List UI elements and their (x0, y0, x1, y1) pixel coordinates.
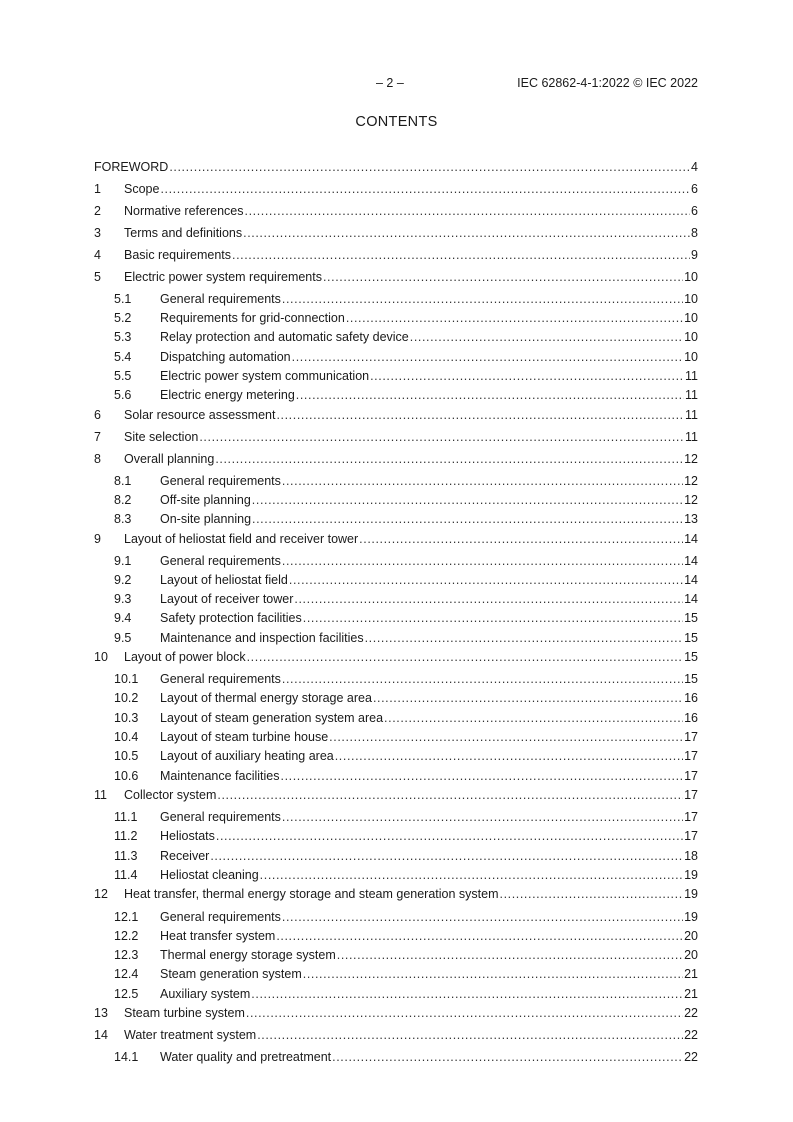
toc-leader-dots (243, 226, 690, 241)
toc-leader-dots (294, 592, 683, 607)
toc-entry-page: 9 (691, 248, 698, 262)
toc-entry-number: 14 (94, 1028, 108, 1042)
toc-entry-page: 10 (684, 330, 698, 344)
toc-leader-dots (282, 672, 683, 687)
toc-entry-label: General requirements (160, 910, 281, 924)
toc-leader-dots (216, 829, 683, 844)
toc-leader-dots (160, 182, 690, 197)
toc-entry-page: 15 (684, 650, 698, 664)
toc-entry-page: 17 (684, 788, 698, 802)
toc-entry-label: Layout of heliostat field (160, 573, 288, 587)
toc-entry[interactable] (114, 553, 698, 569)
toc-entry[interactable] (114, 572, 698, 588)
toc-entry-number: 12 (94, 887, 108, 901)
toc-leader-dots (282, 474, 683, 489)
toc-leader-dots (247, 650, 683, 665)
toc-entry[interactable] (94, 649, 698, 665)
toc-entry-number: 11.2 (114, 829, 138, 843)
toc-entry[interactable] (114, 492, 698, 508)
toc-leader-dots (332, 1050, 683, 1065)
toc-entry-page: 22 (684, 1006, 698, 1020)
toc-entry-label: Safety protection facilities (160, 611, 302, 625)
toc-entry[interactable] (114, 610, 698, 626)
toc-entry-page: 6 (691, 182, 698, 196)
toc-entry-number: 5.3 (114, 330, 132, 344)
toc-entry-page: 14 (684, 573, 698, 587)
toc-entry-number: 14.1 (114, 1050, 139, 1064)
toc-entry-label: Basic requirements (124, 248, 231, 262)
toc-entry-number: 12.4 (114, 967, 139, 981)
toc-entry-number: 9.4 (114, 611, 132, 625)
toc-entry-label: Relay protection and automatic safety device (160, 330, 409, 344)
toc-entry-page: 19 (684, 910, 698, 924)
toc-entry-page: 11 (685, 408, 698, 422)
toc-entry-number: 3 (94, 226, 101, 240)
toc-entry[interactable] (94, 181, 698, 197)
toc-leader-dots (323, 270, 683, 285)
toc-entry-page: 10 (684, 311, 698, 325)
toc-entry-label: Water treatment system (124, 1028, 257, 1042)
toc-entry-number: 12.3 (114, 948, 139, 962)
toc-entry-label: Layout of thermal energy storage area (160, 691, 372, 705)
toc-leader-dots (210, 849, 683, 864)
toc-leader-dots (252, 493, 683, 508)
toc-entry-number: 12.5 (114, 987, 139, 1001)
toc-entry[interactable] (114, 928, 698, 944)
page-number: – 2 – (376, 76, 404, 90)
toc-entry[interactable] (114, 947, 698, 963)
toc-entry-page: 15 (684, 672, 698, 686)
toc-entry-page: 15 (684, 611, 698, 625)
toc-entry-label: Electric power system communication (160, 369, 370, 383)
toc-entry-label: Scope (124, 182, 160, 196)
toc-entry-page: 11 (685, 430, 698, 444)
toc-entry-number: 12.2 (114, 929, 139, 943)
toc-entry-number: 11.1 (114, 810, 138, 824)
toc-leader-dots (365, 631, 683, 646)
toc-entry-page: 19 (684, 887, 698, 901)
toc-entry-number: 11.3 (114, 849, 138, 863)
toc-entry[interactable] (114, 630, 698, 646)
toc-entry[interactable] (94, 429, 698, 445)
toc-leader-dots (292, 350, 683, 365)
toc-entry-number: 5.4 (114, 350, 132, 364)
toc-entry-label: Solar resource assessment (124, 408, 276, 422)
toc-entry[interactable] (114, 848, 698, 864)
toc-entry-page: 12 (684, 493, 698, 507)
toc-entry-label: Requirements for grid-connection (160, 311, 345, 325)
toc-entry-label: Normative references (124, 204, 244, 218)
toc-entry-page: 17 (684, 749, 698, 763)
toc-entry-page: 18 (684, 849, 698, 863)
standard-identifier: IEC 62862-4-1:2022 © IEC 2022 (517, 76, 698, 90)
toc-leader-dots (276, 408, 684, 423)
toc-entry[interactable] (94, 451, 698, 467)
toc-entry-label: Maintenance and inspection facilities (160, 631, 364, 645)
toc-entry-number: 6 (94, 408, 101, 422)
toc-entry[interactable] (114, 329, 698, 345)
toc-entry-label: Collector system (124, 788, 217, 802)
toc-leader-dots (199, 430, 684, 445)
toc-entry-page: 22 (684, 1028, 698, 1042)
toc-entry-label: Auxiliary system (160, 987, 251, 1001)
toc-entry[interactable] (114, 710, 698, 726)
toc-entry[interactable] (114, 368, 698, 384)
toc-entry-label: General requirements (160, 810, 281, 824)
toc-entry-label: Heliostats (160, 829, 215, 843)
toc-entry-page: 10 (684, 270, 698, 284)
toc-entry[interactable] (94, 225, 698, 241)
toc-entry[interactable] (94, 1005, 698, 1021)
toc-entry-number: 10.1 (114, 672, 139, 686)
toc-leader-dots (257, 1028, 683, 1043)
toc-entry-label: Terms and definitions (124, 226, 243, 240)
toc-entry-label: Off-site planning (160, 493, 251, 507)
toc-leader-dots (215, 452, 683, 467)
toc-leader-dots (281, 769, 684, 784)
toc-entry-number: 11 (94, 788, 107, 802)
toc-entry-label: Heat transfer system (160, 929, 276, 943)
toc-entry[interactable] (94, 203, 698, 219)
toc-leader-dots (335, 749, 683, 764)
toc-entry-label: Heliostat cleaning (160, 868, 259, 882)
toc-entry-page: 11 (685, 388, 698, 402)
toc-entry-label: Dispatching automation (160, 350, 291, 364)
toc-entry-label: FOREWORD (94, 160, 169, 174)
toc-entry[interactable] (94, 159, 698, 175)
toc-leader-dots (500, 887, 684, 902)
toc-entry[interactable] (114, 387, 698, 403)
toc-entry-page: 15 (684, 631, 698, 645)
toc-entry-number: 4 (94, 248, 101, 262)
toc-entry-number: 5.6 (114, 388, 132, 402)
toc-entry-number: 10.6 (114, 769, 139, 783)
toc-leader-dots (282, 292, 683, 307)
toc-entry-page: 8 (691, 226, 698, 240)
toc-entry-number: 8.3 (114, 512, 132, 526)
toc-entry-page: 12 (684, 452, 698, 466)
toc-entry[interactable] (114, 986, 698, 1002)
toc-entry[interactable] (114, 729, 698, 745)
toc-entry-label: Heat transfer, thermal energy storage and steam generation system (124, 887, 499, 901)
toc-entry-page: 19 (684, 868, 698, 882)
toc-entry-page: 4 (691, 160, 698, 174)
toc-entry[interactable] (114, 1049, 698, 1065)
toc-leader-dots (337, 948, 683, 963)
toc-entry[interactable] (94, 787, 698, 803)
toc-entry-number: 5 (94, 270, 101, 284)
toc-entry-page: 13 (684, 512, 698, 526)
toc-entry-number: 10.2 (114, 691, 139, 705)
toc-entry[interactable] (114, 867, 698, 883)
toc-entry-page: 14 (684, 554, 698, 568)
toc-leader-dots (260, 868, 683, 883)
toc-entry-number: 10.4 (114, 730, 139, 744)
toc-leader-dots (252, 512, 683, 527)
toc-entry[interactable] (114, 768, 698, 784)
toc-entry-label: General requirements (160, 672, 281, 686)
toc-leader-dots (410, 330, 683, 345)
toc-entry-label: Receiver (160, 849, 210, 863)
toc-entry[interactable] (114, 511, 698, 527)
toc-entry-page: 17 (684, 829, 698, 843)
toc-entry-number: 9.3 (114, 592, 132, 606)
toc-entry-label: Electric energy metering (160, 388, 295, 402)
toc-entry[interactable] (114, 909, 698, 925)
toc-entry-label: Layout of steam generation system area (160, 711, 384, 725)
toc-entry-label: General requirements (160, 554, 281, 568)
toc-entry-number: 5.5 (114, 369, 132, 383)
toc-entry-label: Layout of heliostat field and receiver tower (124, 532, 359, 546)
toc-entry-label: Layout of auxiliary heating area (160, 749, 334, 763)
toc-entry-number: 11.4 (114, 868, 138, 882)
toc-entry-number: 10.5 (114, 749, 139, 763)
toc-entry-page: 10 (684, 350, 698, 364)
toc-entry-number: 9.5 (114, 631, 132, 645)
toc-entry-number: 13 (94, 1006, 108, 1020)
toc-entry-number: 1 (94, 182, 101, 196)
toc-entry-page: 20 (684, 929, 698, 943)
toc-leader-dots (303, 967, 683, 982)
toc-entry[interactable] (114, 473, 698, 489)
toc-entry-page: 14 (684, 592, 698, 606)
toc-leader-dots (217, 788, 683, 803)
toc-leader-dots (246, 1006, 683, 1021)
toc-entry-page: 16 (684, 711, 698, 725)
toc-entry-page: 14 (684, 532, 698, 546)
toc-entry-page: 10 (684, 292, 698, 306)
toc-entry[interactable] (114, 748, 698, 764)
toc-entry[interactable] (114, 809, 698, 825)
toc-entry[interactable] (114, 591, 698, 607)
toc-leader-dots (169, 160, 690, 175)
toc-entry-label: Overall planning (124, 452, 215, 466)
toc-entry-page: 21 (684, 967, 698, 981)
toc-leader-dots (303, 611, 683, 626)
toc-entry[interactable] (94, 1027, 698, 1043)
toc-entry-label: Electric power system requirements (124, 270, 322, 284)
toc-entry[interactable] (114, 291, 698, 307)
toc-entry[interactable] (114, 671, 698, 687)
toc-entry-label: Thermal energy storage system (160, 948, 336, 962)
toc-entry-label: On-site planning (160, 512, 252, 526)
toc-entry-page: 6 (691, 204, 698, 218)
toc-entry[interactable] (114, 349, 698, 365)
toc-leader-dots (282, 810, 683, 825)
toc-entry-page: 12 (684, 474, 698, 488)
toc-entry[interactable] (94, 886, 698, 902)
toc-entry-number: 5.1 (114, 292, 132, 306)
toc-entry-label: General requirements (160, 292, 281, 306)
toc-entry-label: Steam turbine system (124, 1006, 245, 1020)
toc-leader-dots (276, 929, 683, 944)
toc-entry[interactable] (94, 247, 698, 263)
toc-leader-dots (245, 204, 691, 219)
toc-leader-dots (370, 369, 684, 384)
toc-entry-number: 8.1 (114, 474, 132, 488)
toc-entry-page: 17 (684, 810, 698, 824)
toc-entry[interactable] (94, 269, 698, 285)
toc-entry-label: Site selection (124, 430, 199, 444)
toc-leader-dots (282, 910, 683, 925)
toc-entry-label: Maintenance facilities (160, 769, 280, 783)
toc-entry-number: 9.1 (114, 554, 132, 568)
toc-entry-number: 9 (94, 532, 101, 546)
toc-entry-page: 20 (684, 948, 698, 962)
toc-entry-number: 10 (94, 650, 108, 664)
toc-entry-page: 11 (685, 369, 698, 383)
page-title: CONTENTS (355, 114, 438, 130)
toc-entry-label: Layout of steam turbine house (160, 730, 329, 744)
toc-entry-number: 8.2 (114, 493, 132, 507)
toc-entry-page: 21 (684, 987, 698, 1001)
toc-entry-number: 10.3 (114, 711, 139, 725)
toc-entry-number: 2 (94, 204, 101, 218)
toc-entry[interactable] (114, 966, 698, 982)
toc-leader-dots (296, 388, 684, 403)
toc-leader-dots (373, 691, 683, 706)
toc-entry-number: 12.1 (114, 910, 139, 924)
toc-entry-label: Steam generation system (160, 967, 302, 981)
toc-leader-dots (329, 730, 683, 745)
toc-entry-label: Water quality and pretreatment (160, 1050, 332, 1064)
toc-entry-number: 9.2 (114, 573, 132, 587)
toc-leader-dots (384, 711, 683, 726)
toc-leader-dots (232, 248, 690, 263)
toc-entry-page: 17 (684, 769, 698, 783)
toc-leader-dots (359, 532, 683, 547)
toc-entry-page: 16 (684, 691, 698, 705)
toc-entry-page: 17 (684, 730, 698, 744)
toc-leader-dots (251, 987, 683, 1002)
toc-entry-number: 5.2 (114, 311, 132, 325)
toc-entry[interactable] (94, 531, 698, 547)
toc-leader-dots (346, 311, 683, 326)
toc-leader-dots (282, 554, 683, 569)
toc-entry-number: 7 (94, 430, 101, 444)
toc-entry-page: 22 (684, 1050, 698, 1064)
toc-entry[interactable] (114, 828, 698, 844)
toc-entry[interactable] (114, 690, 698, 706)
toc-entry-label: Layout of receiver tower (160, 592, 294, 606)
toc-entry[interactable] (114, 310, 698, 326)
toc-leader-dots (289, 573, 683, 588)
toc-entry-label: General requirements (160, 474, 281, 488)
toc-entry-number: 8 (94, 452, 101, 466)
toc-entry-label: Layout of power block (124, 650, 246, 664)
toc-entry[interactable] (94, 407, 698, 423)
